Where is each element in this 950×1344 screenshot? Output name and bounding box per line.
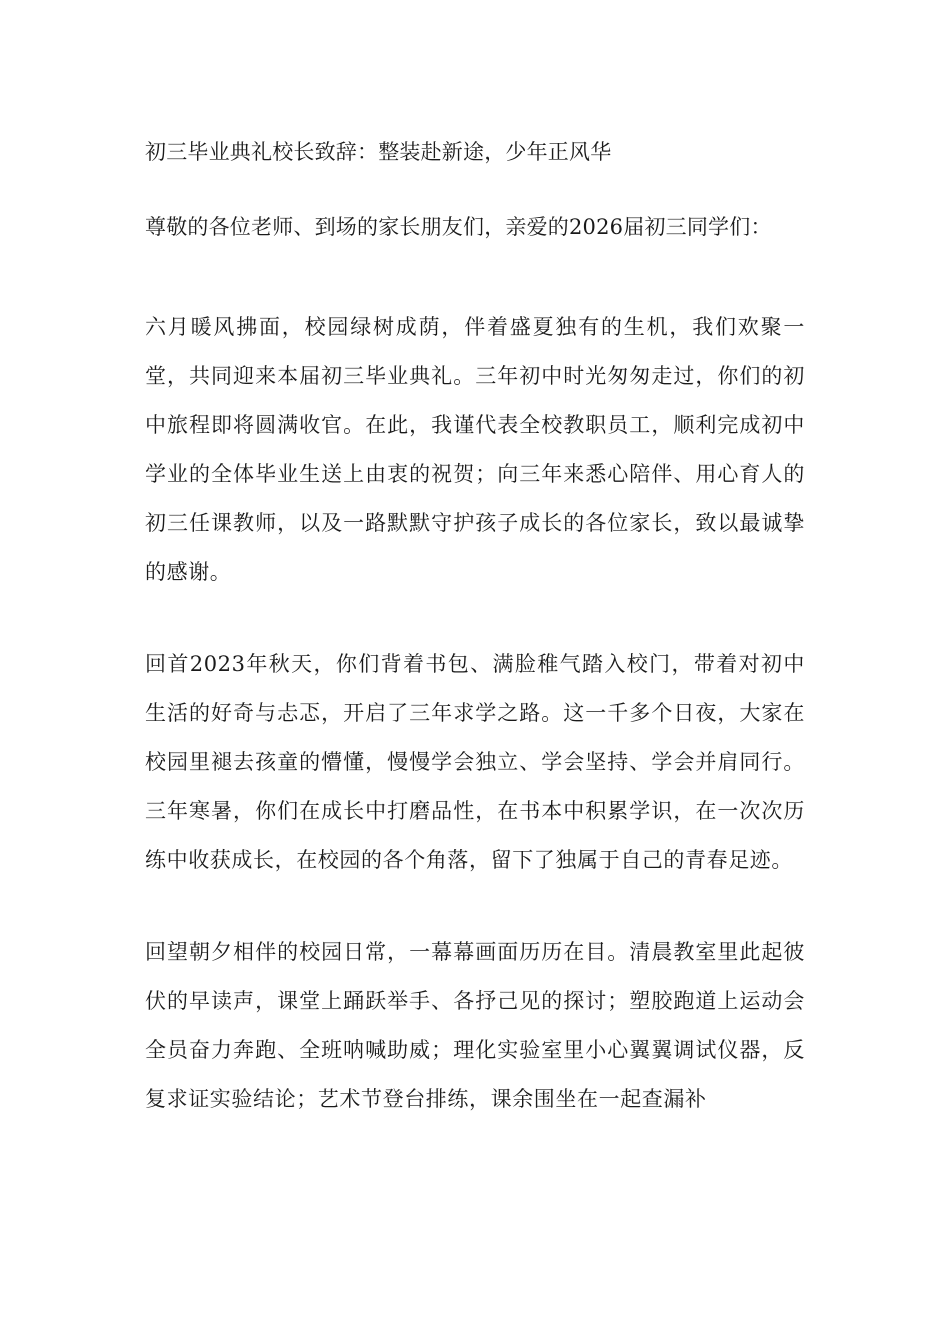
paragraph-opening: 六月暖风拂面，校园绿树成荫，伴着盛夏独有的生机，我们欢聚一堂，共同迎来本届初三毕业典礼。三年初中时光匆匆走过，你们的初中旅程即将圆满收官。在此，我谨代表全校教职员工，顺利完成初中学业的全体毕业生送上由衷的祝贺；向三年来悉心陪伴、用心育人的初三任课教师，以及一路默默守护孩子成长的各位家长，致以最诚挚的感谢。	[145, 315, 805, 584]
document-title: 初三毕业典礼校长致辞：整装赴新途，少年正风华	[145, 140, 612, 164]
paragraph-retrospect: 回首2023年秋天，你们背着书包、满脸稚气踏入校门，带着对初中生活的好奇与忐忑，开启了三年求学之路。这一千多个日夜，大家在校园里褪去孩童的懵懂，慢慢学会独立、学会坚持、学会并肩同行。三年寒暑，你们在成长中打磨品性，在书本中积累学识，在一次次历练中收获成长，在校园的各个角落，留下了独属于自己的青春足迹。	[145, 652, 805, 872]
document-body	[145, 136, 805, 1167]
greeting-line: 尊敬的各位老师、到场的家长朋友们，亲爱的2026届初三同学们：	[145, 215, 772, 239]
paragraph-campus-memories: 回望朝夕相伴的校园日常，一幕幕画面历历在目。清晨教室里此起彼伏的早读声，课堂上踊跃举手、各抒己见的探讨；塑胶跑道上运动会全员奋力奔跑、全班呐喊助威；理化实验室里小心翼翼调试仪器，反复求证实验结论；艺术节登台排练，课余围坐在一起查漏补	[145, 940, 805, 1111]
